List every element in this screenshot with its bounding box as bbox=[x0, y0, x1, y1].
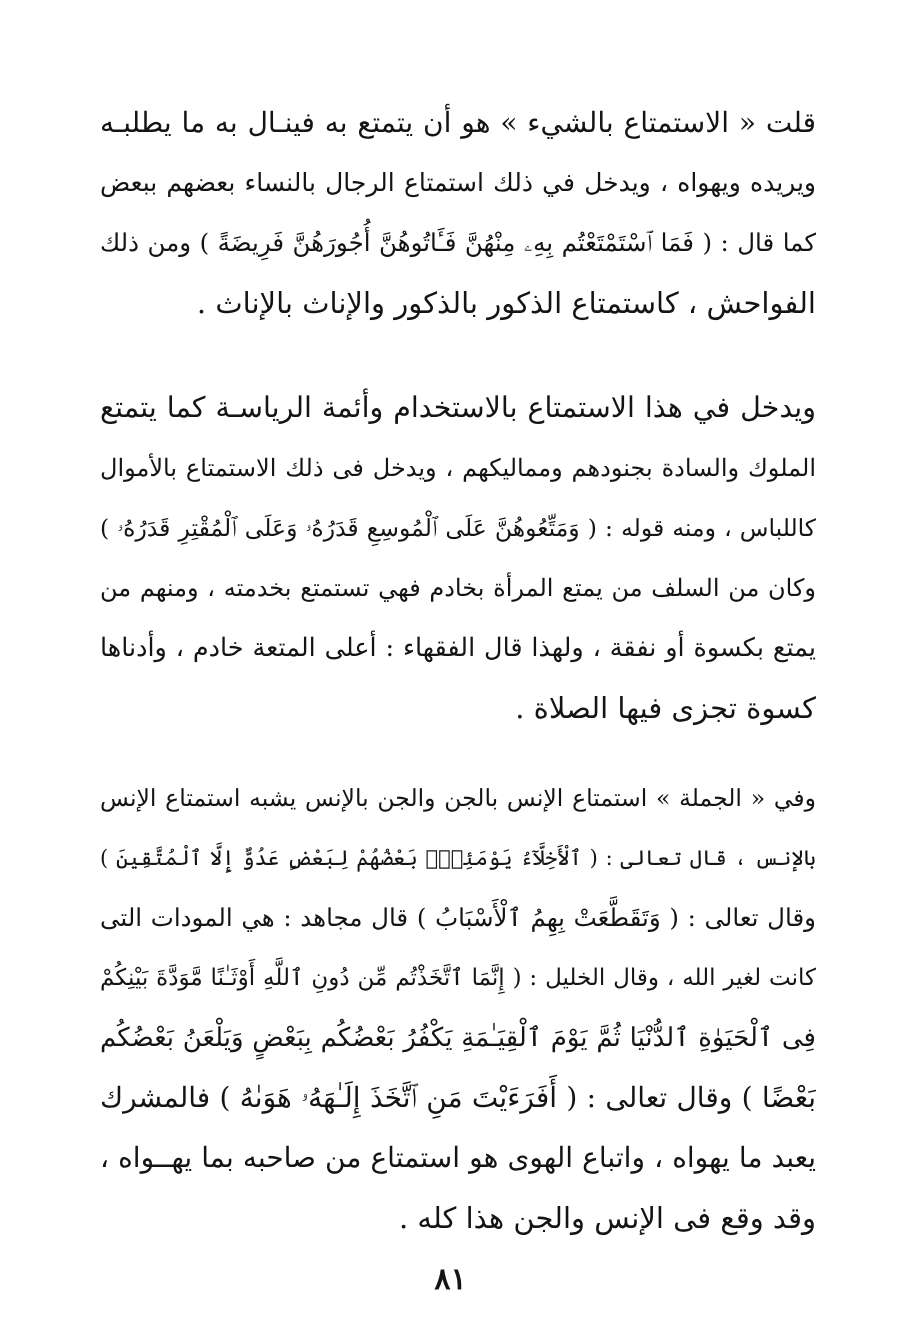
text-line: فِى ٱلْحَيَوٰةِ ٱلدُّنْيَا ثُمَّ يَوْمَ ٱلْقِيَـٰمَةِ يَكْفُرُ بَعْضُكُم بِبَعْضٍ وَيَلْعَنُ بَعْضُكُم bbox=[100, 1023, 816, 1053]
text-line: قلت « الاستمتاع بالشيء » هو أن يتمتع به فينـال به ما يطلبـه bbox=[100, 106, 816, 139]
text-line: يمتع بكسوة أو نفقة ، ولهذا قال الفقهاء : أعلى المتعة خادم ، وأدناها bbox=[100, 633, 816, 663]
text-line: كانت لغير الله ، وقال الخليل : ( إِنَّمَا ٱتَّخَذْتُم مِّن دُونِ ٱللَّهِ أَوْثَـٰنًا مَّوَدَّةَ بَيْنِكُمْ bbox=[100, 965, 816, 991]
text-line: الفواحش ، كاستمتاع الذكور بالذكور والإناث بالإناث . bbox=[196, 286, 816, 320]
paragraph-2 bbox=[100, 378, 816, 738]
text-line: وكان من السلف من يمتع المرأة بخادم فهي تستمتع بخدمته ، ومنهم من bbox=[100, 574, 816, 602]
text-line: بالإنس ، قال تعالى : ( ٱلْأَخِلَّآءُ يَوْمَئِذٍۭ بَعْضُهُمْ لِبَعْضٍ عَدُوٌّ إِلَّا ٱلْمُتَّقِينَ ) bbox=[100, 846, 816, 870]
text-line: الملوك والسادة بجنودهم ومماليكهم ، ويدخل فى ذلك الاستمتاع بالأموال bbox=[100, 454, 816, 482]
paragraph-1 bbox=[100, 93, 816, 333]
text-line: بَعْضًا ) وقال تعالى : ( أَفَرَءَيْتَ مَنِ ٱتَّخَذَ إِلَـٰهَهُۥ هَوَىٰهُ ) فالمشرك bbox=[100, 1081, 816, 1114]
text-line: ويدخل في هذا الاستمتاع بالاستخدام وأئمة الرياسـة كما يتمتع bbox=[100, 391, 816, 424]
text-line: كاللباس ، ومنه قوله : ( وَمَتِّعُوهُنَّ عَلَى ٱلْمُوسِعِ قَدَرُهُۥ وَعَلَى ٱلْمُقْتِرِ قَدَرُهُۥ ) bbox=[100, 514, 816, 542]
text-line: وقال تعالى : ( وَتَقَطَّعَتْ بِهِمُ ٱلْأَسْبَابُ ) قال مجاهد : هي المودات التى bbox=[100, 903, 816, 932]
text-line: وقد وقع فى الإنس والجن هذا كله . bbox=[398, 1201, 816, 1235]
paragraph-3 bbox=[100, 768, 816, 1248]
text-line: وفي « الجملة » استمتاع الإنس بالجن والجن بالإنس يشبه استمتاع الإنس bbox=[100, 784, 816, 812]
text-line: كما قال : ( فَمَا ٱسْتَمْتَعْتُم بِهِۦ مِنْهُنَّ فَـَٔاتُوهُنَّ أُجُورَهُنَّ فَرِيضَةً ) ومن ذلك bbox=[100, 228, 816, 257]
text-line: كسوة تجزى فيها الصلاة . bbox=[515, 691, 816, 725]
page-number: ٨١ bbox=[434, 1262, 467, 1297]
text-line: يعبد ما يهواه ، واتباع الهوى هو استمتاع من صاحبه بما يهــواه ، bbox=[100, 1141, 816, 1174]
text-line: ويريده ويهواه ، ويدخل في ذلك استمتاع الرجال بالنساء بعضهم ببعض bbox=[100, 168, 816, 197]
